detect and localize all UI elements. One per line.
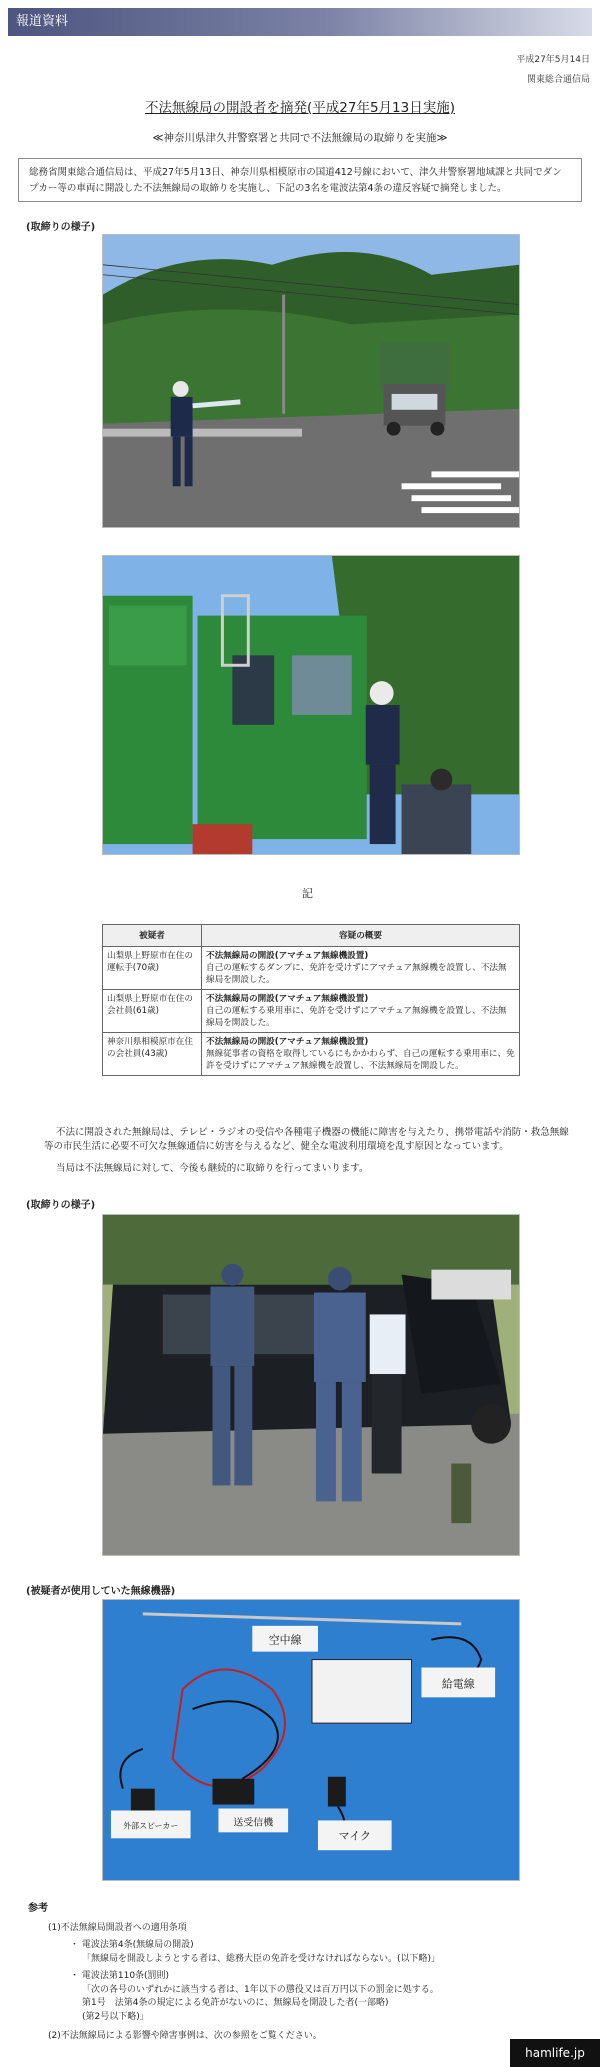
table-row — [103, 947, 520, 990]
charge-title: 不法無線局の開設(アマチュア無線機設置) — [206, 951, 369, 961]
header-charge: 容疑の概要 — [202, 925, 520, 947]
section-heading-equipment: (被疑者が使用していた無線機器) — [26, 1586, 176, 1597]
table-row — [103, 990, 520, 1033]
issuer: 関東総合通信局 — [526, 75, 590, 85]
charge-cell — [202, 990, 520, 1033]
label-power: 給電線 — [441, 1677, 475, 1691]
photo-car-search — [102, 1214, 520, 1556]
notes-item: 第1号 法第4条の規定による免許がないのに、無線局を開設した者(一部略) — [82, 1998, 389, 2008]
photo-officer-at-truck — [102, 555, 520, 855]
press-release-banner — [8, 8, 592, 36]
charge-text: 自己の運転するダンプに、免許を受けずにアマチュア無線機を設置し、不法無線局を開設した。 — [206, 963, 507, 985]
charge-text: 自己の運転する乗用車に、免許を受けずにアマチュア無線機を設置し、不法無線局を開設した。 — [206, 1006, 507, 1028]
page-subtitle: ≪神奈川県津久井警察署と共同で不法無線局の取締りを実施≫ — [152, 132, 448, 144]
notes-item: 「無線局を開設しようとする者は、総務大臣の免許を受けなければならない。(以下略)」 — [82, 1953, 441, 1964]
suspect-cell: 神奈川県相模原市在住の会社員(43歳) — [103, 1033, 202, 1076]
label-mic: マイク — [338, 1829, 371, 1843]
ki-mark: 記 — [302, 887, 313, 900]
section-heading-inspection-1: (取締りの様子) — [26, 222, 96, 233]
header-suspect: 被疑者 — [103, 925, 202, 947]
notes-item: 「次の各号のいずれかに該当する者は、1年以下の懲役又は百万円以下の罰金に処する。 — [82, 1984, 439, 1995]
label-antenna: 空中線 — [268, 1633, 302, 1647]
notes-item: ・ 電波法第4条(無線局の開設) — [70, 1940, 194, 1950]
notes-item: ・ 電波法第110条(罰則) — [70, 1971, 170, 1981]
notes-item: (第2号以下略)」 — [82, 2011, 149, 2022]
site-watermark: hamlife.jp — [510, 2039, 600, 2067]
table-row — [103, 1033, 520, 1076]
charge-cell — [202, 1033, 520, 1076]
charge-title: 不法無線局の開設(アマチュア無線機設置) — [206, 994, 369, 1004]
notes-item: (1)不法無線局開設者への適用条項 — [48, 1922, 187, 1933]
body-paragraph-2: 当局は不法無線局に対して、今後も継続的に取締りを行ってまいります。 — [56, 1163, 369, 1174]
section-heading-inspection-2: (取締りの様子) — [26, 1200, 96, 1211]
release-date: 平成27年5月14日 — [516, 55, 590, 65]
charge-title: 不法無線局の開設(アマチュア無線機設置) — [206, 1037, 369, 1047]
charge-cell — [202, 947, 520, 990]
label-transceiver: 送受信機 — [233, 1817, 274, 1829]
page-title: 不法無線局の開設者を摘発(平成27年5月13日実施) — [145, 100, 455, 116]
photo-seized-equipment — [102, 1599, 520, 1881]
suspect-cell: 山梨県上野原市在住の会社員(61歳) — [103, 990, 202, 1033]
charge-text: 無線従事者の資格を取得しているにもかかわらず、自己の運転する乗用車に、免許を受けずにアマチュア無線機を設置し、不法無線局を開設した。 — [206, 1049, 515, 1071]
label-speaker: 外部スピーカー — [123, 1821, 179, 1831]
notes-title: 参考 — [28, 1903, 48, 1914]
suspect-cell: 山梨県上野原市在住の運転手(70歳) — [103, 947, 202, 990]
notes-item: (2)不法無線局による影響や障害事例は、次の参照をご覧ください。 — [48, 2031, 322, 2041]
photo-roadside-inspection — [102, 234, 520, 528]
reference-notes — [28, 1902, 588, 2044]
suspects-table — [102, 924, 520, 1076]
intro-box — [18, 158, 582, 202]
banner-label: 報道資料 — [16, 14, 69, 29]
body-paragraph-1: 不法に開設された無線局は、テレビ・ラジオの受信や各種電子機器の機能に障害を与えたり、携帯電話や消防・救急無線等の市民生活に必要不可欠な無線通信に妨害を与えるなど、健全な電波利用環境を乱す原因となっています。 — [44, 1127, 569, 1152]
table-header-row — [103, 925, 520, 947]
intro-text: 総務省関東総合通信局は、平成27年5月13日、神奈川県相模原市の国道412号線において、津久井警察署地域課と共同でダンプカー等の車両に開設した不法無線局の取締りを実施し、下記の3名を電波法第4条の違反容疑で摘発しました。 — [29, 167, 562, 194]
